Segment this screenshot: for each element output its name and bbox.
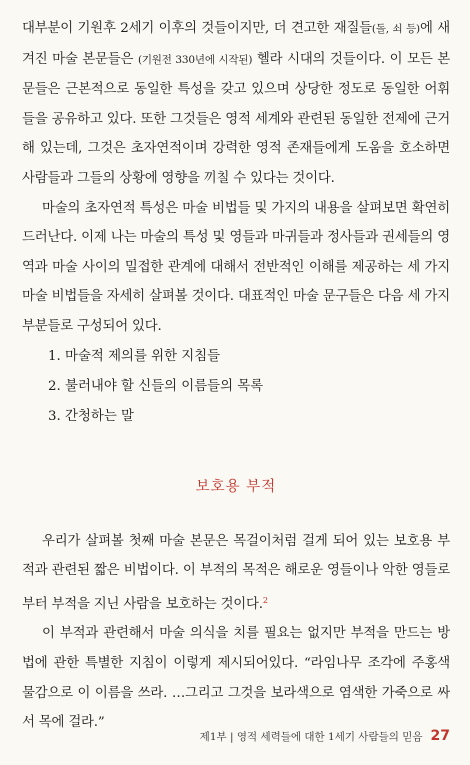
- paragraph-1-note-date: (기원전 330년에 시작된): [137, 53, 253, 66]
- page-footer: [200, 728, 450, 744]
- list-item: 1. 마술적 제의를 위한 지침들: [48, 348, 221, 364]
- recipe-parts-list: [22, 342, 450, 432]
- paragraph-1-part-b: 에 새겨진 마술 본문들은: [22, 21, 450, 67]
- running-head: 제1부 | 영적 세력들에 대한 1세기 사람들의 믿음: [199, 730, 423, 743]
- paragraph-1-part-a: 대부분이 기원후 2세기 이후의 것들이지만, 더 견고한 재질들: [22, 21, 372, 36]
- paragraph-3-text: 우리가 살펴볼 첫째 마술 본문은 목걸이처럼 걸게 되어 있는 보호용 부적과 관련된 짧은 비법이다. 이 부적의 목적은 해로운 영들이나 악한 영들로부터 부적을 지닌 사람을 보호하는 것이다.: [22, 533, 450, 612]
- page-number: 27: [430, 728, 450, 744]
- section-heading: 보호용 부적: [195, 478, 277, 495]
- page-body: [22, 14, 450, 738]
- footnote-marker[interactable]: 2: [262, 595, 268, 605]
- paragraph-1-part-c: 헬라 시대의 것들이다. 이 모든 본문들은 근본적으로 동일한 특성을 갖고 있으며 상당한 정도로 동일한 어휘들을 공유하고 있다. 또한 그것들은 영적 세계와 관련된 동일한 전제에 근거해 있는데, 그것은 초자연적이며 강력한 영적 존재들에게 도움을 호소하면 사람들과 그들의 상황에 영향을 끼칠 수 있다는 것이다.: [22, 51, 450, 186]
- list-item: 3. 간청하는 말: [48, 408, 134, 424]
- paragraph-1-note-materials: (돌, 쇠 등): [371, 23, 420, 35]
- paragraph-2: 마술의 초자연적 특성은 마술 비법들 및 가지의 내용을 살펴보면 확연히 드러난다. 이제 나는 마술의 특성 및 영들과 마귀들과 정사들과 권세들의 영역과 마술 사이의 밀접한 관계에 대해서 전반적인 이해를 제공하는 세 가지 마술 비법들을 자세히 살펴볼 것이다. 대표적인 마술 문구들은 다음 세 가지 부분들로 구성되어 있다.: [22, 200, 450, 334]
- paragraph-1: [22, 14, 450, 194]
- list-item: 2. 불러내야 할 신들의 이름들의 목록: [48, 378, 264, 394]
- paragraph-3: [22, 527, 450, 620]
- paragraph-4: 이 부적과 관련해서 마술 의식을 치를 필요는 없지만 부적을 만드는 방법에 관한 특별한 지침이 이렇게 제시되어있다. “라임나무 조각에 주홍색 물감으로 이 이름을 쓰라. …그리고 그것을 보라색으로 염색한 가죽으로 싸서 목에 걸라.”: [22, 626, 450, 731]
